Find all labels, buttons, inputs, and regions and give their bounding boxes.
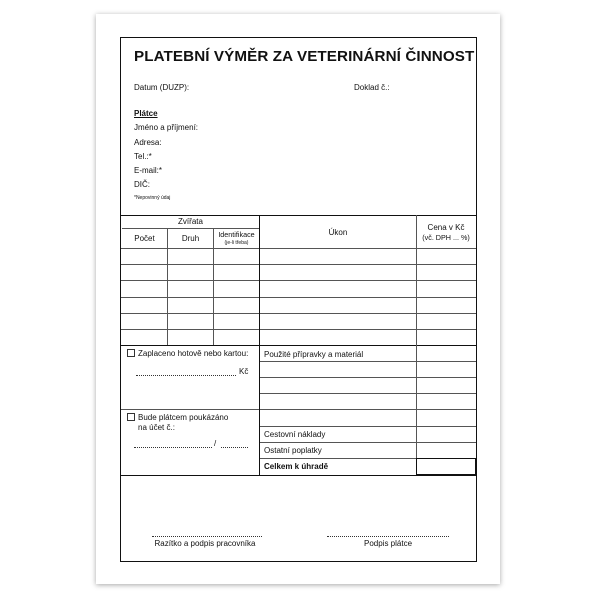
cost-row-line bbox=[260, 409, 476, 410]
cost-row-line bbox=[260, 442, 476, 443]
main-col-divider bbox=[259, 215, 260, 475]
animals-header-divider bbox=[122, 228, 259, 229]
animals-header: Zvířata bbox=[178, 217, 203, 226]
header-bottom-line bbox=[121, 248, 476, 249]
cost-row-line bbox=[260, 377, 476, 378]
worker-signature-line bbox=[152, 536, 262, 537]
transfer-label-line1: Bude plátcem poukázáno bbox=[138, 413, 229, 422]
col-ident-subheader: (je-li třeba) bbox=[224, 240, 249, 246]
worker-signature-label: Razítko a podpis pracovníka bbox=[154, 539, 256, 548]
required-note: *Nepovinný údaj bbox=[134, 195, 171, 201]
row-line bbox=[121, 280, 476, 281]
bank-code-line bbox=[221, 447, 248, 448]
other-fees-label: Ostatní poplatky bbox=[264, 446, 322, 455]
account-separator: / bbox=[214, 439, 217, 448]
total-amount-box bbox=[416, 458, 476, 475]
col-divider bbox=[213, 228, 214, 345]
col-divider bbox=[167, 228, 168, 345]
col-species-header: Druh bbox=[181, 234, 200, 243]
payer-signature-line bbox=[327, 536, 449, 537]
travel-costs-label: Cestovní náklady bbox=[264, 430, 326, 439]
row-line bbox=[121, 313, 476, 314]
date-label: Datum (DUZP): bbox=[134, 83, 190, 92]
payer-email-label: E-mail:* bbox=[134, 166, 163, 175]
col-ident-header: Identifikace bbox=[218, 230, 255, 239]
cost-row-line bbox=[260, 393, 476, 394]
table-bottom-border bbox=[121, 475, 476, 476]
row-line bbox=[121, 297, 476, 298]
row-line bbox=[121, 329, 476, 330]
col-action-header: Úkon bbox=[328, 228, 348, 237]
materials-label: Použité přípravky a materiál bbox=[264, 350, 364, 359]
cash-payment-checkbox[interactable] bbox=[127, 349, 135, 357]
currency-label: Kč bbox=[239, 367, 249, 376]
price-col-divider bbox=[416, 215, 417, 458]
payer-heading: Plátce bbox=[134, 109, 158, 118]
row-line bbox=[121, 264, 476, 265]
document-number-label: Doklad č.: bbox=[354, 83, 390, 92]
form-frame bbox=[120, 37, 477, 562]
payer-phone-label: Tel.:* bbox=[134, 152, 152, 161]
transfer-payment-checkbox[interactable] bbox=[127, 413, 135, 421]
account-number-line bbox=[134, 447, 212, 448]
animals-section-bottom bbox=[121, 345, 476, 346]
payer-name-label: Jméno a příjmení: bbox=[134, 123, 199, 132]
cash-amount-line bbox=[136, 375, 236, 376]
payer-tax-id-label: DIČ: bbox=[134, 180, 150, 189]
payment-divider bbox=[121, 409, 259, 410]
cost-row-line bbox=[260, 426, 476, 427]
payer-signature-label: Podpis plátce bbox=[363, 539, 413, 548]
table-top-border bbox=[121, 215, 476, 216]
col-count-header: Počet bbox=[134, 234, 155, 243]
form-title: PLATEBNÍ VÝMĚR ZA VETERINÁRNÍ ČINNOST bbox=[134, 48, 475, 65]
cost-row-line bbox=[260, 361, 476, 362]
transfer-label-line2: na účet č.: bbox=[138, 423, 175, 432]
payer-address-label: Adresa: bbox=[134, 138, 162, 147]
col-price-header-line2: (vč. DPH ... %) bbox=[422, 233, 470, 242]
total-label: Celkem k úhradě bbox=[264, 462, 329, 471]
col-price-header-line1: Cena v Kč bbox=[427, 223, 465, 232]
cash-payment-label: Zaplaceno hotově nebo kartou: bbox=[138, 349, 249, 358]
